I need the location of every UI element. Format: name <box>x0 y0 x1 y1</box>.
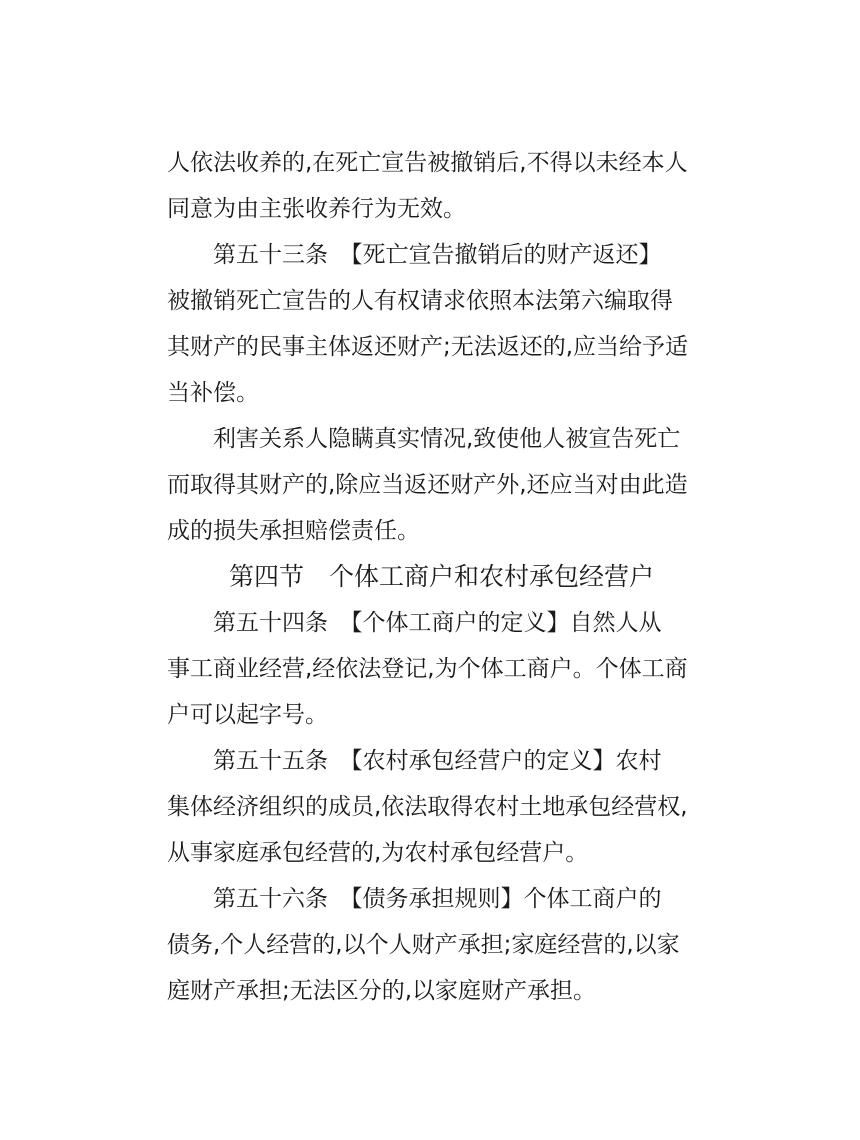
section-heading: 第四节 个体工商户和农村承包经营户 <box>229 562 655 591</box>
body-line: 其财产的民事主体返还财产;无法返还的,应当给予适 <box>167 334 689 360</box>
article-heading-54: 第五十四条 【个体工商户的定义】自然人从 <box>213 610 662 636</box>
body-line: 当补偿。 <box>167 380 259 406</box>
body-line: 债务,个人经营的,以个人财产承担;家庭经营的,以家 <box>167 932 680 958</box>
body-line: 庭财产承担;无法区分的,以家庭财产承担。 <box>167 978 597 1004</box>
body-line: 同意为由主张收养行为无效。 <box>167 196 466 222</box>
body-line: 户可以起字号。 <box>167 702 328 728</box>
body-line: 被撤销死亡宣告的人有权请求依照本法第六编取得 <box>167 288 673 314</box>
body-line: 从事家庭承包经营的,为农村承包经营户。 <box>167 840 589 866</box>
body-line: 成的损失承担赔偿责任。 <box>167 518 420 544</box>
article-heading-56: 第五十六条 【债务承担规则】个体工商户的 <box>213 886 662 912</box>
paragraph-start: 利害关系人隐瞒真实情况,致使他人被宣告死亡 <box>213 426 681 452</box>
body-line: 而取得其财产的,除应当返还财产外,还应当对由此造 <box>167 472 688 498</box>
document-body <box>167 140 697 1014</box>
body-line: 集体经济组织的成员,依法取得农村土地承包经营权, <box>167 794 688 820</box>
article-heading-55: 第五十五条 【农村承包经营户的定义】农村 <box>213 748 662 774</box>
body-line: 事工商业经营,经依法登记,为个体工商户。个体工商 <box>167 656 688 682</box>
body-line: 人依法收养的,在死亡宣告被撤销后,不得以未经本人 <box>167 150 688 176</box>
article-heading-53: 第五十三条 【死亡宣告撤销后的财产返还】 <box>213 242 662 268</box>
